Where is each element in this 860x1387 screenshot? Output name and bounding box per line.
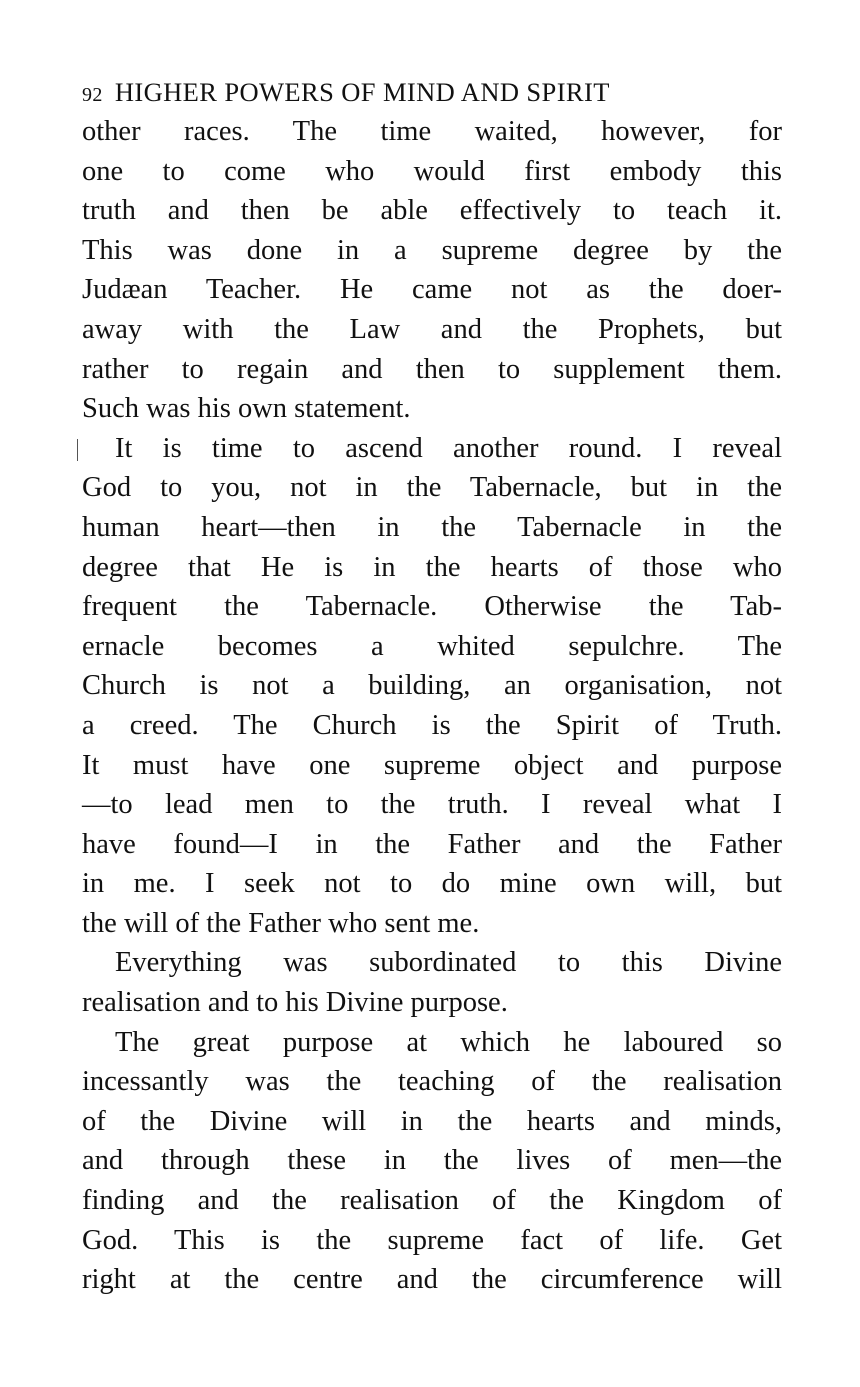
text-line: rather to regain and then to supplement them. xyxy=(82,353,782,385)
text-line: Such was his own statement. xyxy=(82,393,411,425)
text-line: and through these in the lives of men—the xyxy=(82,1145,782,1177)
paragraph-1 xyxy=(82,112,782,429)
text-line: Church is not a building, an organisation, not xyxy=(82,670,782,702)
text-line: God. This is the supreme fact of life. Get xyxy=(82,1224,782,1256)
text-line: It must have one supreme object and purpose xyxy=(82,749,782,781)
text-line: a creed. The Church is the Spirit of Truth. xyxy=(82,709,782,741)
text-line: ernacle becomes a whited sepulchre. The xyxy=(82,630,782,662)
paragraph-4 xyxy=(82,1023,782,1300)
text-line: —to lead men to the truth. I reveal what I xyxy=(82,789,782,821)
running-head xyxy=(82,72,782,112)
text-line: other races. The time waited, however, for xyxy=(82,116,782,147)
text-line: Everything was subordinated to this Divine xyxy=(115,947,782,979)
text-line: frequent the Tabernacle. Otherwise the Tab- xyxy=(82,591,782,623)
text-line: This was done in a supreme degree by the xyxy=(82,234,782,266)
text-line: incessantly was the teaching of the realisation xyxy=(82,1066,782,1098)
text-line: one to come who would first embody this xyxy=(82,155,782,187)
text-line: degree that He is in the hearts of those who xyxy=(82,551,782,583)
text-line: God to you, not in the Tabernacle, but in the xyxy=(82,472,782,504)
text-line: human heart—then in the Tabernacle in the xyxy=(82,511,782,543)
text-line: truth and then be able effectively to teach it. xyxy=(82,195,782,227)
text-line: in me. I seek not to do mine own will, but xyxy=(82,868,782,900)
paragraph-2 xyxy=(82,429,782,944)
text-line: have found—I in the Father and the Father xyxy=(82,828,782,860)
text-line: right at the centre and the circumference will xyxy=(82,1264,782,1296)
text-line: realisation and to his Divine purpose. xyxy=(82,987,508,1019)
text-line: It is time to ascend another round. I reveal xyxy=(115,432,782,464)
text-line: away with the Law and the Prophets, but xyxy=(82,313,782,345)
paragraph-3 xyxy=(82,943,782,1022)
text-line: Judæan Teacher. He came not as the doer- xyxy=(82,274,782,306)
text-line: the will of the Father who sent me. xyxy=(82,907,480,939)
text-line: finding and the realisation of the Kingdom of xyxy=(82,1185,782,1217)
running-title: HIGHER POWERS OF MIND AND SPIRIT xyxy=(114,77,610,107)
book-page xyxy=(82,72,782,1300)
margin-mark xyxy=(77,439,78,461)
page-number: 92 xyxy=(82,84,103,106)
text-line: The great purpose at which he laboured so xyxy=(115,1026,782,1058)
body-text xyxy=(82,112,782,1300)
text-line: of the Divine will in the hearts and minds, xyxy=(82,1105,782,1137)
